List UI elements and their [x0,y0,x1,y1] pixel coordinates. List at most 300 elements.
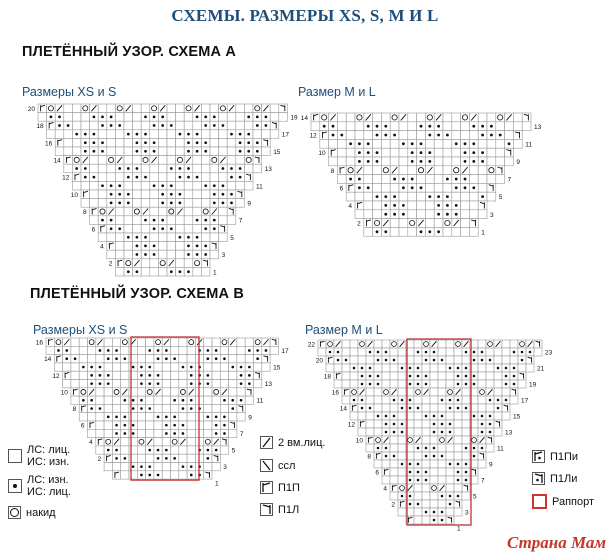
purl-mark [222,184,225,187]
purl-mark [409,407,412,410]
purl-mark [393,455,396,458]
row-number-right: 19 [290,114,298,122]
purl-mark [473,415,476,418]
purl-mark [401,367,404,370]
purl-mark [384,125,387,128]
purl-mark [401,407,404,410]
purl-mark [465,383,468,386]
purl-mark [473,383,476,386]
purl-mark [417,503,420,506]
purl-mark [513,367,516,370]
purl-mark [441,415,444,418]
purl-mark [497,407,500,410]
purl-mark [411,160,414,163]
purl-mark [433,423,436,426]
purl-mark [204,227,207,230]
purl-mark [90,407,93,410]
purl-mark [481,134,484,137]
purl-mark [358,186,361,189]
purl-mark [457,367,460,370]
purl-mark [179,133,182,136]
purl-mark [401,463,404,466]
legend-ssk [260,459,295,472]
purl-mark [187,245,190,248]
purl-mark [256,357,259,360]
purl-mark [489,415,492,418]
purl-mark [369,375,372,378]
purl-mark [153,150,156,153]
purl-mark [115,457,118,460]
purl-mark [93,176,96,179]
purl-mark [173,357,176,360]
row-number-left: 12 [52,372,60,380]
purl-mark [323,125,326,128]
purl-mark [170,184,173,187]
purl-mark [437,134,440,137]
purl-mark [417,471,420,474]
purl-mark [196,116,199,119]
purl-mark [182,407,185,410]
purl-mark [248,349,251,352]
row-number-left: 20 [27,105,35,113]
purl-mark [204,219,207,222]
purl-mark [473,375,476,378]
scheme-b-heading: ПЛЕТЁННЫЙ УЗОР. СХЕМА В [30,286,245,302]
purl-mark [420,160,423,163]
purl-mark [90,366,93,369]
purl-mark [464,160,467,163]
purl-mark [161,184,164,187]
purl-mark [110,227,113,230]
purl-mark [148,382,151,385]
purl-mark [455,142,458,145]
row-number-right: 19 [529,381,537,389]
purl-mark [187,270,190,273]
purl-mark [173,457,176,460]
row-number-right: 17 [281,347,289,355]
purl-mark [231,399,234,402]
purl-mark [136,133,139,136]
purl-mark [449,463,452,466]
purl-mark [190,474,193,477]
purl-mark [74,357,77,360]
purl-mark [179,167,182,170]
purl-mark [118,227,121,230]
purl-mark [58,124,61,127]
purl-mark [337,359,340,362]
purl-mark [393,359,396,362]
purl-mark [489,423,492,426]
purl-mark [473,359,476,362]
purl-mark [204,245,207,248]
purl-mark [437,204,440,207]
purl-mark [213,202,216,205]
purl-mark [118,193,121,196]
purl-mark [425,415,428,418]
row-number-right: 11 [256,183,263,191]
purl-mark [393,195,396,198]
purl-mark [417,375,420,378]
purl-mark [99,366,102,369]
purl-mark [57,349,60,352]
purl-mark [165,349,168,352]
purl-mark [207,382,210,385]
purl-mark [93,150,96,153]
p1p-icon [260,481,273,494]
row-number-left: 18 [36,123,44,131]
purl-mark [127,270,130,273]
row-number-left: 6 [91,226,96,234]
purl-mark [433,415,436,418]
purl-mark [157,416,160,419]
purl-mark [230,193,233,196]
legend-knit [8,444,70,468]
row-number-right: 7 [481,477,485,485]
purl-mark [239,176,242,179]
purl-mark [472,160,475,163]
purl-mark [376,151,379,154]
row-number-left: 8 [330,167,335,175]
purl-mark [369,407,372,410]
purl-mark [457,479,460,482]
purl-mark [409,399,412,402]
purl-mark [265,116,268,119]
purl-mark [377,447,380,450]
purl-mark [417,407,420,410]
p1pi-icon [532,450,545,463]
purl-mark [376,125,379,128]
purl-mark [65,357,68,360]
purl-mark [513,383,516,386]
row-number-right: 5 [473,493,477,501]
legend-p1pi [532,450,578,463]
purl-mark [361,383,364,386]
purl-mark [433,351,436,354]
purl-mark [170,124,173,127]
purl-mark [99,374,102,377]
purl-mark [409,367,412,370]
purl-mark [401,399,404,402]
purl-mark [377,375,380,378]
purl-mark [132,399,135,402]
purl-mark [118,184,121,187]
purl-mark [425,447,428,450]
purl-mark [165,432,168,435]
row-number-right: 3 [223,464,227,472]
purl-mark [428,151,431,154]
purl-mark [110,124,113,127]
purl-mark [505,367,508,370]
purl-mark [118,167,121,170]
purl-mark [446,204,449,207]
purl-mark [465,471,468,474]
row-number-left: 2 [108,260,113,268]
purl-mark [173,399,176,402]
purl-mark [247,141,250,144]
purl-mark [187,236,190,239]
purl-mark [464,142,467,145]
purl-mark [170,227,173,230]
purl-mark [420,230,423,233]
purl-mark [223,432,226,435]
purl-mark [107,449,110,452]
purl-mark [489,399,492,402]
purl-mark [441,423,444,426]
purl-mark [401,423,404,426]
purl-mark [446,134,449,137]
purl-mark [182,432,185,435]
legend-p1p-label: П1П [278,481,300,494]
purl-mark [196,141,199,144]
purl-mark [136,176,139,179]
purl-mark [161,193,164,196]
row-number-right: 13 [505,429,513,437]
purl-mark [136,253,139,256]
row-number-left: 14 [300,115,308,123]
purl-mark [393,204,396,207]
purl-mark [508,142,511,145]
purl-mark [161,124,164,127]
purl-mark [497,399,500,402]
purl-mark [187,133,190,136]
row-number-left: 8 [72,406,77,414]
purl-mark [393,431,396,434]
purl-mark [349,178,352,181]
purl-mark [449,503,452,506]
row-number-right: 15 [513,413,521,421]
purl-mark [428,134,431,137]
purl-mark [409,383,412,386]
purl-mark [93,133,96,136]
scheme-a-heading: ПЛЕТЁННЫЙ УЗОР. СХЕМА А [22,44,237,60]
purl-mark [472,125,475,128]
purl-mark [190,382,193,385]
purl-mark [82,399,85,402]
purl-mark [457,463,460,466]
purl-mark [124,424,127,427]
purl-mark [182,465,185,468]
row-number-right: 1 [481,229,485,237]
row-number-left: 20 [315,357,323,365]
purl-mark [165,449,168,452]
row-number-right: 1 [215,480,219,488]
purl-mark [136,141,139,144]
purl-mark [124,357,127,360]
purl-mark [256,349,259,352]
row-number-left: 6 [339,185,344,193]
purl-mark [441,455,444,458]
purl-mark [207,349,210,352]
purl-mark [187,150,190,153]
purl-mark [127,133,130,136]
purl-mark [499,134,502,137]
purl-mark [417,367,420,370]
purl-mark [385,423,388,426]
purl-mark [239,141,242,144]
purl-mark [464,186,467,189]
purl-mark [433,359,436,362]
purl-mark [349,142,352,145]
purl-mark [420,186,423,189]
purl-mark [187,253,190,256]
purl-mark [118,202,121,205]
purl-mark [332,125,335,128]
purl-mark [148,366,151,369]
scheme-b-right-label: Размер M и L [305,323,383,337]
purl-mark [465,375,468,378]
row-number-right: 11 [256,397,264,405]
purl-mark [247,116,250,119]
row-number-left: 8 [367,453,371,461]
purl-mark [385,351,388,354]
purl-mark [179,270,182,273]
purl-mark [446,213,449,216]
purl-mark [196,176,199,179]
purl-mark [376,195,379,198]
purl-mark [75,167,78,170]
purl-mark [115,416,118,419]
purl-mark [124,432,127,435]
row-number-right: 5 [230,234,234,242]
purl-mark [215,449,218,452]
legend-p1l-label: П1Л [278,503,300,516]
legend-repeat [532,494,594,509]
purl-mark [127,202,130,205]
row-number-right: 9 [489,461,493,469]
row-number-left: 4 [89,439,93,447]
purl-mark [84,167,87,170]
purl-mark [140,382,143,385]
purl-mark [393,399,396,402]
purl-mark [144,133,147,136]
purl-mark [409,495,412,498]
row-number-right: 1 [213,269,217,277]
purl-mark [455,186,458,189]
purl-mark [409,375,412,378]
purl-mark [115,432,118,435]
purl-mark [248,382,251,385]
purl-mark [457,375,460,378]
purl-mark [377,351,380,354]
purl-mark [425,351,428,354]
p1li-icon [532,472,545,485]
purl-mark [207,357,210,360]
purl-mark [140,465,143,468]
purl-mark [190,374,193,377]
purl-mark [513,351,516,354]
purl-mark [240,366,243,369]
purl-mark [222,167,225,170]
purl-mark [425,479,428,482]
purl-mark [213,193,216,196]
purl-mark [223,424,226,427]
row-number-right: 1 [457,525,461,533]
scheme-a-left-label: Размеры XS и S [22,85,117,99]
purl-mark [361,375,364,378]
purl-mark [425,359,428,362]
purl-mark [196,253,199,256]
purl-mark [222,202,225,205]
purl-symbol-icon [8,479,22,493]
purl-mark [409,479,412,482]
purl-mark [473,455,476,458]
purl-mark [247,133,250,136]
purl-mark [457,495,460,498]
purl-mark [529,351,532,354]
row-number-left: 22 [307,341,315,349]
purl-mark [115,424,118,427]
purl-mark [377,383,380,386]
purl-mark [136,245,139,248]
purl-mark [437,195,440,198]
purl-mark [124,416,127,419]
purl-mark [144,219,147,222]
purl-mark [481,151,484,154]
purl-mark [110,116,113,119]
purl-mark [148,349,151,352]
purl-mark [127,176,130,179]
watermark: Страна Мам [506,533,606,552]
row-number-left: 2 [97,455,102,463]
purl-mark [50,116,53,119]
purl-mark [411,186,414,189]
purl-mark [101,116,104,119]
legend-purl-line1: ЛС: изн. [27,474,69,486]
purl-mark [132,424,135,427]
purl-mark [332,134,335,137]
purl-mark [179,176,182,179]
row-number-left: 8 [82,209,87,217]
purl-mark [115,357,118,360]
purl-mark [402,186,405,189]
row-number-right: 3 [490,211,494,219]
purl-mark [84,176,87,179]
purl-mark [457,399,460,402]
purl-mark [124,457,127,460]
purl-mark [385,447,388,450]
p1l-icon [260,503,273,516]
purl-mark [411,151,414,154]
purl-mark [144,253,147,256]
purl-mark [213,184,216,187]
row-number-left: 6 [375,469,379,477]
row-number-left: 2 [391,501,395,509]
purl-mark [101,150,104,153]
purl-mark [428,195,431,198]
purl-mark [481,359,484,362]
purl-mark [433,519,436,522]
purl-mark [472,151,475,154]
purl-mark [187,167,190,170]
purl-mark [204,150,207,153]
purl-mark [481,431,484,434]
purl-mark [369,351,372,354]
purl-mark [385,455,388,458]
row-number-right: 15 [273,148,281,156]
purl-mark [465,367,468,370]
purl-mark [157,382,160,385]
purl-mark [393,134,396,137]
row-number-right: 21 [537,365,545,373]
purl-mark [490,125,493,128]
row-number-right: 15 [273,364,281,372]
row-number-right: 7 [507,176,512,184]
purl-mark [223,399,226,402]
purl-mark [65,349,68,352]
purl-mark [425,455,428,458]
row-number-right: 17 [281,131,290,139]
row-number-right: 5 [498,194,503,202]
